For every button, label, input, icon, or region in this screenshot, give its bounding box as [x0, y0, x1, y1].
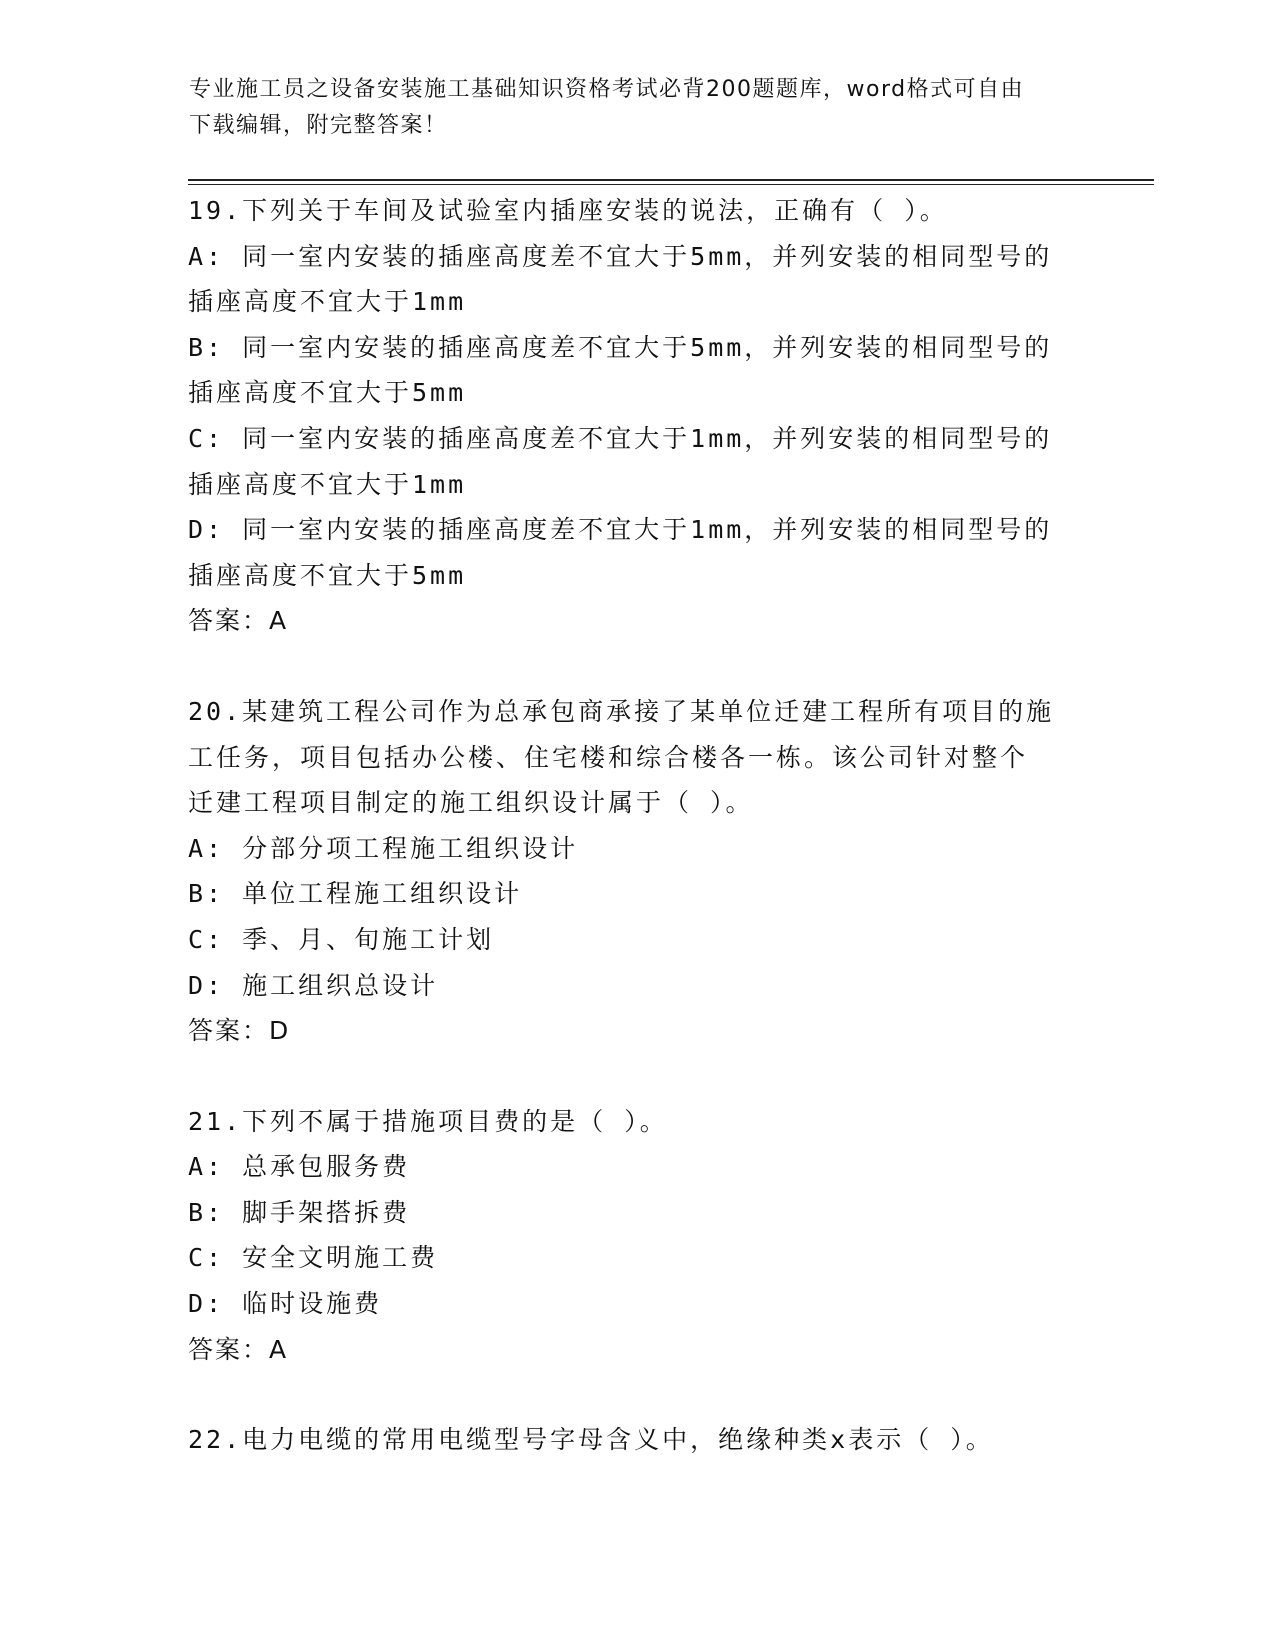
option-b: B: 脚手架搭拆费: [188, 1197, 411, 1227]
question-stem-cont: 迁建工程项目制定的施工组织设计属于（ ）。: [188, 788, 754, 818]
option-a: A: 总承包服务费: [188, 1152, 411, 1182]
header-line-1: 专业施工员之设备安装施工基础知识资格考试必背200题题库，word格式可自由: [189, 77, 1025, 102]
question-list: [188, 188, 1088, 1508]
header-divider-thick: [188, 179, 1154, 181]
option-c: C: 安全文明施工费: [188, 1243, 439, 1273]
question-stem: 21.下列不属于措施项目费的是（ ）。: [188, 1106, 668, 1136]
question-19: [188, 188, 1088, 644]
question-20: [188, 689, 1088, 1054]
option-text-cont: 插座高度不宜大于1mm: [188, 287, 467, 317]
option-text: A: 同一室内安装的插座高度差不宜大于5mm，并列安装的相同型号的: [188, 241, 1053, 271]
option-a: A: 分部分项工程施工组织设计: [188, 833, 579, 863]
option-text-cont: 插座高度不宜大于5mm: [188, 560, 467, 590]
answer-line: 答案：A: [188, 606, 289, 636]
option-text: B: 同一室内安装的插座高度差不宜大于5mm，并列安装的相同型号的: [188, 332, 1053, 362]
question-stem: 22.电力电缆的常用电缆型号字母含义中，绝缘种类x表示（ ）。: [188, 1425, 994, 1455]
document-header: [189, 72, 1089, 144]
question-stem-cont: 工任务，项目包括办公楼、住宅楼和综合楼各一栋。该公司针对整个: [188, 742, 1029, 772]
answer-line: 答案：D: [188, 1016, 291, 1046]
question-21: [188, 1099, 1088, 1373]
question-stem: 19.下列关于车间及试验室内插座安装的说法，正确有（ ）。: [188, 196, 948, 225]
option-d: D: 施工组织总设计: [188, 970, 439, 1000]
option-text-cont: 插座高度不宜大于1mm: [188, 469, 467, 499]
option-text: D: 同一室内安装的插座高度差不宜大于1mm，并列安装的相同型号的: [188, 515, 1053, 545]
option-text-cont: 插座高度不宜大于5mm: [188, 378, 467, 408]
question-stem: 20.某建筑工程公司作为总承包商承接了某单位迁建工程所有项目的施: [188, 696, 1055, 726]
option-b: B: 单位工程施工组织设计: [188, 879, 523, 909]
option-b: [188, 325, 1088, 416]
option-d: [188, 507, 1088, 598]
question-22: [188, 1417, 1088, 1463]
option-d: D: 临时设施费: [188, 1289, 383, 1319]
header-divider-thin: [188, 184, 1154, 185]
option-c: [188, 416, 1088, 507]
answer-line: 答案：A: [188, 1334, 289, 1364]
option-text: C: 同一室内安装的插座高度差不宜大于1mm，并列安装的相同型号的: [188, 423, 1053, 453]
option-a: [188, 234, 1088, 325]
option-c: C: 季、月、旬施工计划: [188, 924, 495, 954]
header-line-2: 下载编辑，附完整答案！: [189, 113, 448, 138]
